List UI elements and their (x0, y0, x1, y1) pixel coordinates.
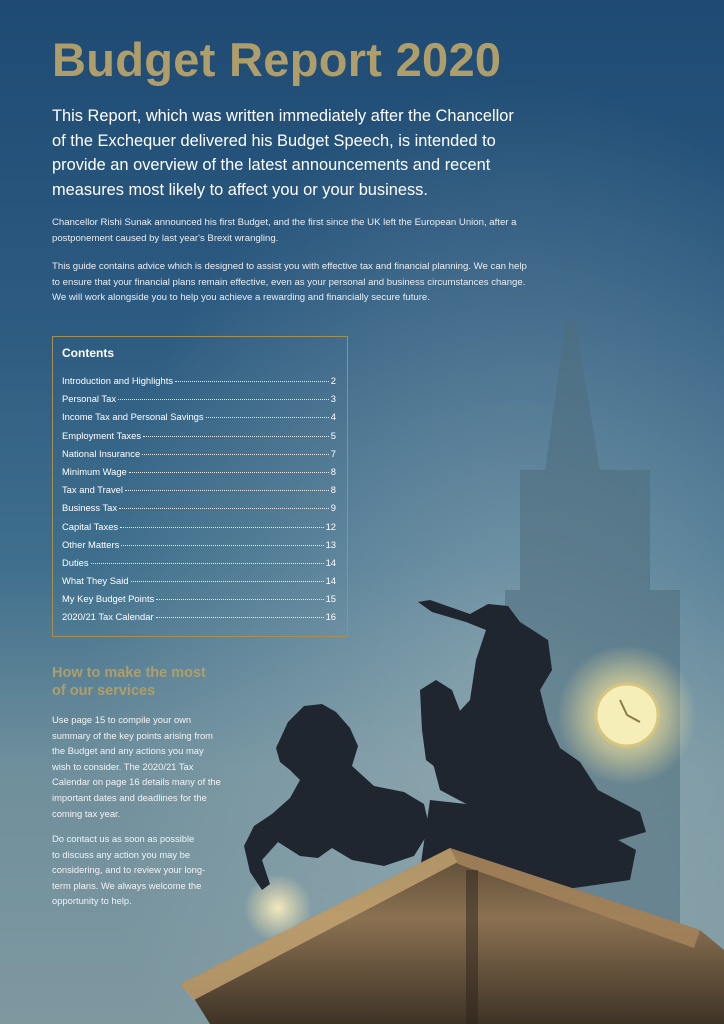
toc-entry-tax-calendar[interactable] (62, 611, 336, 629)
toc-entry-my-key-budget-points[interactable] (62, 593, 336, 611)
page-title: Budget Report 2020 (52, 33, 502, 86)
toc-dot-leader (175, 380, 329, 382)
toc-entry-page: 3 (330, 393, 336, 405)
intro-lead-paragraph: This Report, which was written immediately after the Chancellor of the Exchequer delivered his Budget Speech, is intended to provide an overview of the latest announcements and recent measures most likely to affect you or your business. (52, 107, 514, 199)
contents-heading: Contents (62, 346, 114, 360)
toc-entry-page: 8 (330, 484, 336, 496)
toc-entry-label: Other Matters (62, 538, 120, 550)
toc-entry-label: Minimum Wage (62, 465, 127, 477)
toc-dot-leader (142, 453, 329, 455)
toc-entry-business-tax[interactable] (62, 502, 336, 520)
toc-entry-page: 4 (330, 411, 336, 423)
toc-entry-label: 2020/21 Tax Calendar (62, 611, 154, 623)
howto-paragraph-1: Use page 15 to compile your own summary of the key points arising from the Budget and any actions you may wish to consider. The 2020/21 Tax Calendar on page 16 details many of the important dates and deadlines for the coming tax year. (52, 714, 221, 819)
toc-dot-leader (91, 562, 324, 564)
toc-entry-tax-and-travel[interactable] (62, 484, 336, 502)
toc-entry-label: My Key Budget Points (62, 593, 155, 605)
contents-list (62, 375, 336, 630)
toc-entry-page: 2 (330, 375, 336, 386)
toc-entry-capital-taxes[interactable] (62, 521, 336, 539)
toc-dot-leader (156, 598, 323, 600)
toc-entry-page: 9 (330, 502, 336, 514)
toc-entry-label: Tax and Travel (62, 484, 123, 496)
toc-dot-leader (121, 544, 323, 546)
toc-dot-leader (131, 580, 324, 582)
toc-dot-leader (118, 398, 329, 400)
toc-dot-leader (125, 489, 329, 491)
toc-entry-label: Capital Taxes (62, 520, 119, 532)
toc-dot-leader (119, 507, 329, 509)
toc-entry-personal-tax[interactable] (62, 393, 336, 411)
toc-entry-page: 14 (325, 575, 336, 587)
intro-paragraph-2: This guide contains advice which is designed to assist you with effective tax and financial planning. We can help to ensure that your financial plans remain effective, even as your personal and business circumstances change. We will work alongside you to help you achieve a rewarding and financially secure future. (52, 261, 527, 303)
toc-dot-leader (206, 416, 329, 418)
toc-entry-page: 7 (330, 447, 336, 459)
intro-paragraph-1: Chancellor Rishi Sunak announced his first Budget, and the first since the UK left the European Union, after a postponement caused by last year's Brexit wrangling. (52, 217, 517, 244)
toc-entry-income-tax[interactable] (62, 411, 336, 429)
toc-dot-leader (129, 471, 329, 473)
toc-entry-label: Income Tax and Personal Savings (62, 411, 204, 423)
toc-entry-page: 12 (325, 520, 336, 532)
toc-entry-page: 13 (325, 538, 336, 550)
toc-entry-page: 14 (325, 556, 336, 568)
toc-entry-label: Personal Tax (62, 393, 117, 405)
toc-entry-other-matters[interactable] (62, 539, 336, 557)
toc-dot-leader (120, 526, 323, 528)
toc-entry-duties[interactable] (62, 557, 336, 575)
toc-entry-label: Introduction and Highlights (62, 375, 174, 386)
toc-dot-leader (143, 435, 329, 437)
toc-entry-page: 16 (325, 611, 336, 623)
toc-entry-what-they-said[interactable] (62, 575, 336, 593)
toc-entry-page: 5 (330, 429, 336, 441)
toc-entry-introduction[interactable] (62, 375, 336, 393)
toc-dot-leader (156, 616, 324, 618)
toc-entry-page: 8 (330, 465, 336, 477)
toc-entry-label: Employment Taxes (62, 429, 142, 441)
toc-entry-page: 15 (325, 593, 336, 605)
toc-entry-minimum-wage[interactable] (62, 466, 336, 484)
howto-paragraph-2: Do contact us as soon as possible to discuss any action you may be considering, and to review your long- term plans. We always welcome the opportunity to help. (52, 833, 206, 907)
toc-entry-national-insurance[interactable] (62, 448, 336, 466)
toc-entry-employment-taxes[interactable] (62, 430, 336, 448)
toc-entry-label: Business Tax (62, 502, 118, 514)
contents-box (52, 336, 348, 637)
howto-heading: How to make the most of our services (52, 665, 206, 699)
toc-entry-label: National Insurance (62, 447, 141, 459)
toc-entry-label: Duties (62, 556, 89, 568)
toc-entry-label: What They Said (62, 575, 129, 587)
